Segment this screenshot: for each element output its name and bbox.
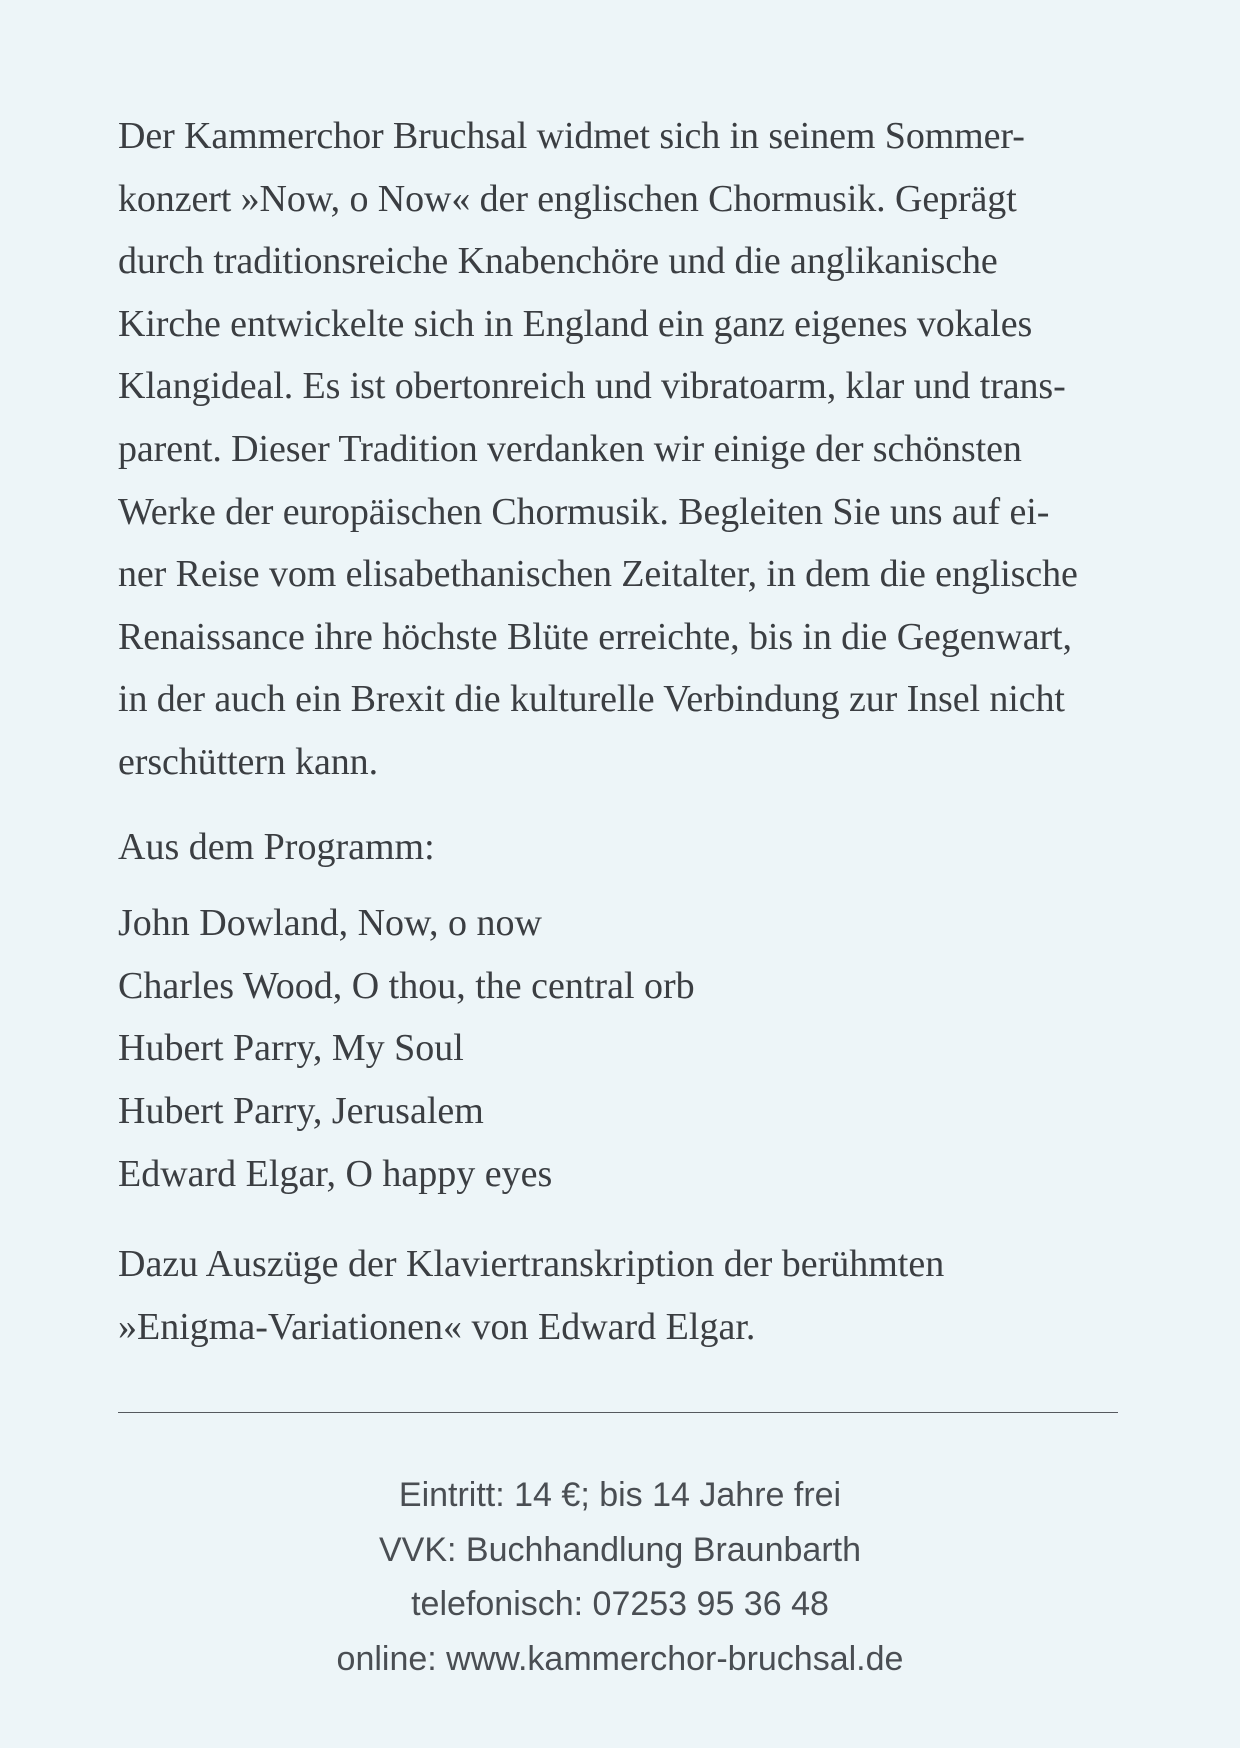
- addendum-paragraph: [118, 1233, 1118, 1358]
- admission-text: Eintritt: 14 €; bis 14 Jahre frei: [398, 1476, 842, 1514]
- intro-line: durch traditionsreiche Knabenchöre und die anglikanische: [118, 240, 998, 283]
- intro-paragraph: [118, 105, 1118, 794]
- divider-line: [118, 1412, 1118, 1413]
- program-item: Charles Wood, O thou, the central orb: [118, 964, 695, 1007]
- intro-line: Werke der europäischen Chormusik. Begleiten Sie uns auf ei-: [118, 490, 1050, 533]
- phone-text: telefonisch: 07253 95 36 48: [411, 1585, 829, 1623]
- intro-line: Klangideal. Es ist obertonreich und vibratoarm, klar und trans-: [118, 365, 1066, 408]
- addendum-line: Dazu Auszüge der Klaviertranskription der berühmten: [118, 1243, 945, 1286]
- intro-line: Kirche entwickelte sich in England ein ganz eigenes vokales: [118, 302, 1033, 345]
- presale-text: VVK: Buchhandlung Braunbarth: [378, 1530, 861, 1569]
- program-item: Edward Elgar, O happy eyes: [118, 1152, 553, 1195]
- program-item: Hubert Parry, Jerusalem: [118, 1089, 484, 1132]
- intro-line: Der Kammerchor Bruchsal widmet sich in seinem Sommer-: [118, 115, 1025, 157]
- addendum-line: »Enigma-Variationen« von Edward Elgar.: [118, 1305, 756, 1348]
- intro-line: konzert »Now, o Now« der englischen Chormusik. Geprägt: [118, 177, 1017, 220]
- intro-line: in der auch ein Brexit die kulturelle Verbindung zur Insel nicht: [118, 678, 1065, 721]
- program-heading: Aus dem Programm:: [118, 825, 435, 868]
- program-item: John Dowland, Now, o now: [118, 902, 542, 945]
- program-list: [118, 892, 1118, 1205]
- intro-line: ner Reise vom elisabethanischen Zeitalter, in dem die englische: [118, 553, 1078, 596]
- ticket-info: [0, 1468, 1240, 1686]
- intro-line: parent. Dieser Tradition verdanken wir einige der schönsten: [118, 427, 1022, 470]
- intro-line: erschüttern kann.: [118, 740, 378, 783]
- page-content: [118, 105, 1118, 1358]
- intro-line: Renaissance ihre höchste Blüte erreichte, bis in die Gegenwart,: [118, 615, 1072, 658]
- website-text: online: www.kammerchor-bruchsal.de: [336, 1639, 904, 1678]
- program-item: Hubert Parry, My Soul: [118, 1027, 464, 1070]
